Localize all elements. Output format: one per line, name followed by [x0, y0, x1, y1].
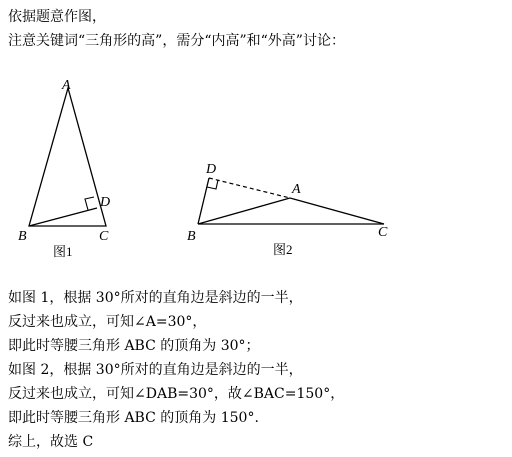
- figure-2-altitude-bd: [198, 178, 209, 224]
- solution-line-2: 反过来也成立，可知∠A=30°，: [8, 314, 207, 330]
- figure-1-right-angle-mark: [85, 197, 94, 210]
- figure-2-label-a: A: [292, 182, 301, 197]
- figure-2-label-b: B: [187, 229, 196, 244]
- figure-2-label-c: C: [378, 225, 388, 240]
- solution-line-5: 反过来也成立，可知∠DAB=30°，故∠BAC=150°，: [8, 386, 345, 402]
- intro-line-1: 依据题意作图，: [8, 9, 106, 25]
- solution-line-3: 即此时等腰三角形 ABC 的顶角为 30°；: [8, 338, 260, 354]
- intro-line-2: 注意关键词“三角形的高”，需分“内高”和“外高”讨论：: [8, 33, 345, 49]
- solution-line-4: 如图 2，根据 30°所对的直角边是斜边的一半，: [8, 362, 303, 378]
- figure-1-caption: 图1: [53, 244, 73, 259]
- figure-2: [187, 162, 388, 257]
- figure-2-side-ba: [198, 198, 290, 224]
- figure-1-label-b: B: [18, 229, 27, 244]
- figure-1-triangle: [29, 88, 106, 226]
- figure-2-side-ac: [290, 198, 384, 224]
- figure-2-extension-da: [209, 178, 290, 198]
- figure-1-label-a: A: [62, 78, 71, 93]
- figure-1-label-c: C: [99, 229, 109, 244]
- solution-line-6: 即此时等腰三角形 ABC 的顶角为 150°.: [8, 410, 259, 426]
- solution-line-7: 综上，故选 C: [8, 434, 94, 450]
- figure-1-altitude-bd: [29, 208, 97, 226]
- figure-1-label-d: D: [100, 195, 111, 210]
- figure-1: [18, 78, 110, 259]
- figure-2-caption: 图2: [273, 242, 293, 257]
- solution-line-1: 如图 1，根据 30°所对的直角边是斜边的一半，: [8, 290, 303, 306]
- figure-2-label-d: D: [206, 162, 217, 177]
